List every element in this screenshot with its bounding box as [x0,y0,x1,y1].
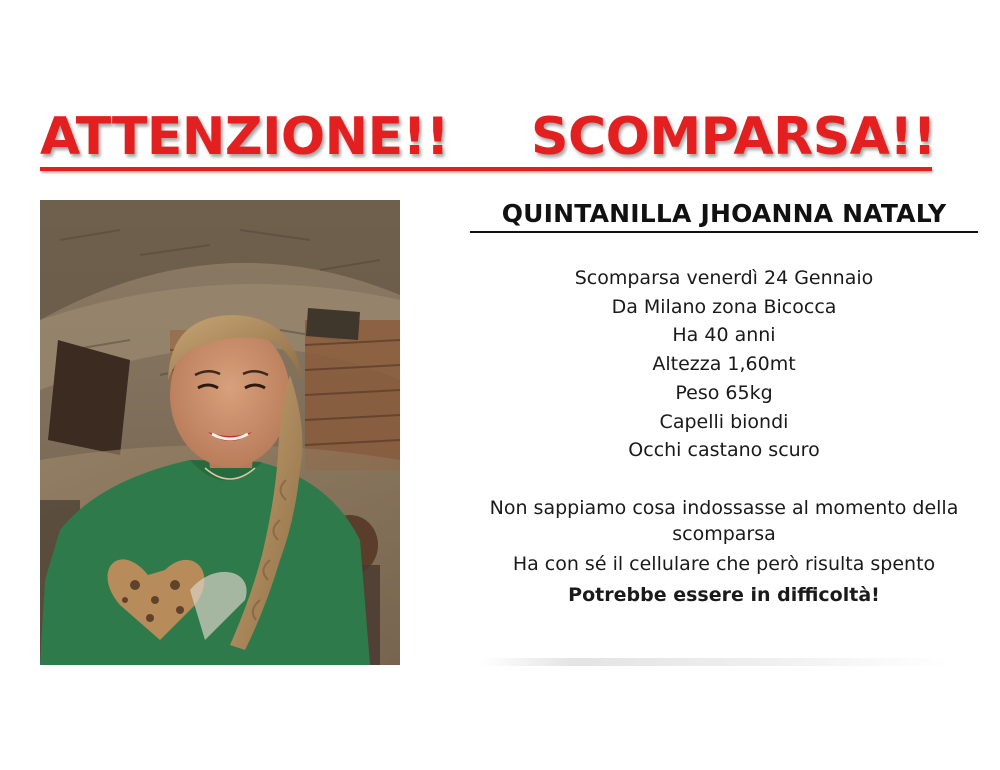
detail-weight: Peso 65kg [675,381,773,404]
details-list [470,264,978,465]
note-clothing: Non sappiamo cosa indossasse al momento della scomparsa [489,497,959,545]
person-name: QUINTANILLA JHOANNA NATALY [501,199,947,228]
headline [40,106,935,168]
detail-age: Ha 40 anni [672,324,776,347]
faded-text-line [480,658,950,666]
detail-height: Altezza 1,60mt [652,353,796,376]
note-warning: Potrebbe essere in difficoltà! [568,584,880,606]
name-underline [470,231,978,233]
detail-date: Scomparsa venerdì 24 Gennaio [574,267,874,289]
notes [470,495,978,608]
photo-illustration [40,200,400,665]
detail-location: Da Milano zona Bicocca [611,295,837,318]
headline-underline [40,167,932,171]
note-phone: Ha con sé il cellulare che però risulta spento [512,553,936,575]
headline-attention: ATTENZIONE!! [40,107,450,167]
missing-person-photo [40,200,400,665]
headline-missing: SCOMPARSA!! [531,107,936,167]
detail-hair: Capelli biondi [659,410,789,433]
detail-eyes: Occhi castano scuro [628,439,820,462]
